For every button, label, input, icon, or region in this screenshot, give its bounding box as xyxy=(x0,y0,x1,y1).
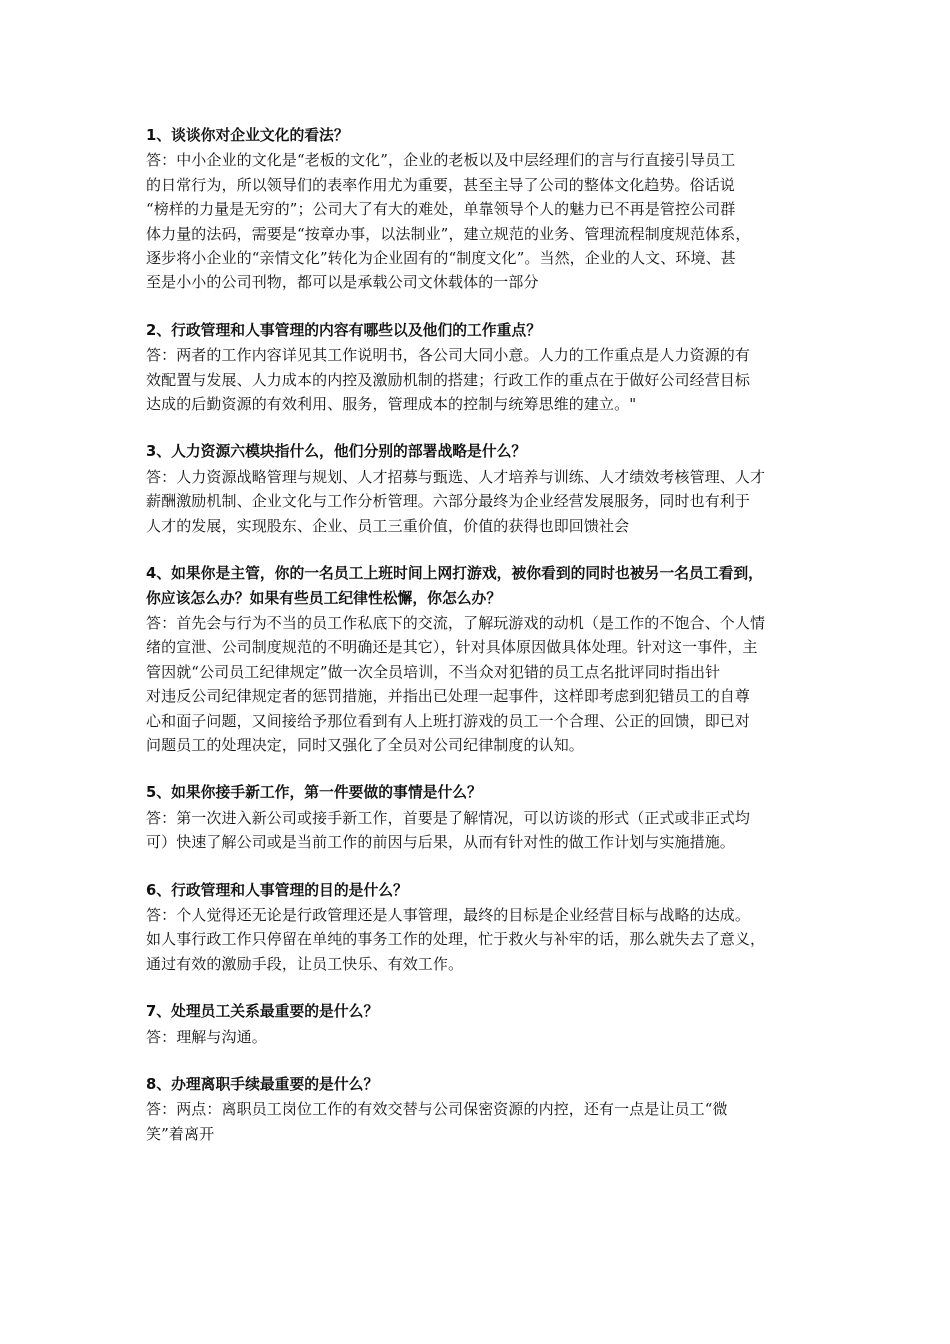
answer-line: 逐步将小企业的“亲情文化”转化为企业固有的“制度文化”。当然，企业的人文、环境、甚 xyxy=(146,249,736,268)
document-body xyxy=(146,124,818,1170)
qa-item-4 xyxy=(146,562,818,757)
answer-line: 答：两者的工作内容详见其工作说明书，各公司大同小意。人力的工作重点是人力资源的有 xyxy=(146,346,751,365)
answer-line: 如人事行政工作只停留在单纯的事务工作的处理，忙于救火与补牢的话，那么就失去了意义， xyxy=(146,930,766,949)
answer-line: 人才的发展，实现股东、企业、员工三重价值，价值的获得也即回馈社会 xyxy=(146,516,630,535)
question-heading: 6、行政管理和人事管理的目的是什么？ xyxy=(146,881,408,899)
answer-line: 至是小小的公司刊物，都可以是承载公司文休载体的一部分 xyxy=(146,273,539,292)
qa-item-3 xyxy=(146,440,818,538)
question-heading: 2、行政管理和人事管理的内容有哪些以及他们的工作重点？ xyxy=(146,321,542,339)
question-heading: 5、如果你接手新工作，第一件要做的事情是什么？ xyxy=(146,784,482,802)
qa-item-2 xyxy=(146,319,818,417)
answer-line: 达成的后勤资源的有效利用、服务，管理成本的控制与统筹思维的建立。" xyxy=(146,395,637,414)
answer-line: 的日常行为，所以领导们的表率作用尤为重要，甚至主导了公司的整体文化趋势。俗话说 xyxy=(146,175,735,194)
answer-line: 可）快速了解公司或是当前工作的前因与后果，从而有针对性的做工作计划与实施措施。 xyxy=(146,833,735,852)
answer-line: 问题员工的处理决定，同时又强化了全员对公司纪律制度的认知。 xyxy=(146,735,584,754)
answer-line: 对违反公司纪律规定者的惩罚措施，并指出已处理一起事件，这样即考虑到犯错员工的自尊 xyxy=(146,687,751,706)
answer-line: 管因就“公司员工纪律规定”做一次全员培训，不当众对犯错的员工点名批评同时指出针 xyxy=(146,662,721,681)
question-heading: 1、谈谈你对企业文化的看法？ xyxy=(146,127,349,144)
qa-item-5 xyxy=(146,781,818,854)
answer-line: 答：中小企业的文化是“老板的文化”，企业的老板以及中层经理们的言与行直接引导员工 xyxy=(146,151,736,170)
qa-item-7 xyxy=(146,1000,818,1049)
answer-line: 答：人力资源战略管理与规划、人才招募与甄选、人才培养与训练、人才绩效考核管理、人才 xyxy=(146,467,766,486)
qa-item-6 xyxy=(146,879,818,977)
answer-line: 薪酬激励机制、企业文化与工作分析管理。六部分最终为企业经营发展服务，同时也有利于 xyxy=(146,492,751,511)
answer-line: 心和面子问题，又间接给予那位看到有人上班打游戏的员工一个合理、公正的回馈，即已对 xyxy=(146,711,751,730)
answer-line: 答：第一次进入新公司或接手新工作，首要是了解情况，可以访谈的形式（正式或非正式均 xyxy=(146,808,751,827)
answer-line: 笑”着离开 xyxy=(146,1124,215,1143)
question-heading: 7、处理员工关系最重要的是什么？ xyxy=(146,1003,379,1021)
question-heading: 你应该怎么办？如果有些员工纪律性松懈，你怎么办？ xyxy=(146,589,502,607)
question-heading: 8、办理离职手续最重要的是什么？ xyxy=(146,1076,379,1093)
question-heading: 3、人力资源六模块指什么，他们分别的部署战略是什么？ xyxy=(146,443,527,461)
answer-line: 答：首先会与行为不当的员工作私底下的交流，了解玩游戏的动机（是工作的不饱合、个人情 xyxy=(146,613,766,632)
answer-line: 效配置与发展、人力成本的内控及激励机制的搭建；行政工作的重点在于做好公司经营目标 xyxy=(146,370,751,389)
answer-line: “榜样的力量是无穷的”；公司大了有大的难处，单靠领导个人的魅力已不再是管控公司群 xyxy=(146,200,736,219)
answer-line: 绪的宣泄、公司制度规范的不明确还是其它），针对具体原因做具体处理。针对这一事件，主 xyxy=(146,638,758,657)
qa-item-8 xyxy=(146,1073,818,1146)
answer-line: 体力量的法码，需要是“按章办事，以法制业”，建立规范的业务、管理流程制度规范体系， xyxy=(146,224,751,243)
answer-line: 通过有效的激励手段，让员工快乐、有效工作。 xyxy=(146,954,464,973)
answer-line: 答：个人觉得还无论是行政管理还是人事管理，最终的目标是企业经营目标与战略的达成。 xyxy=(146,905,751,924)
answer-line: 答：理解与沟通。 xyxy=(146,1027,267,1046)
qa-item-1 xyxy=(146,124,818,295)
answer-line: 答：两点：离职员工岗位工作的有效交替与公司保密资源的内控，还有一点是让员工“微 xyxy=(146,1100,728,1119)
question-heading: 4、如果你是主管，你的一名员工上班时间上网打游戏，被你看到的同时也被另一名员工看到， xyxy=(146,565,763,583)
